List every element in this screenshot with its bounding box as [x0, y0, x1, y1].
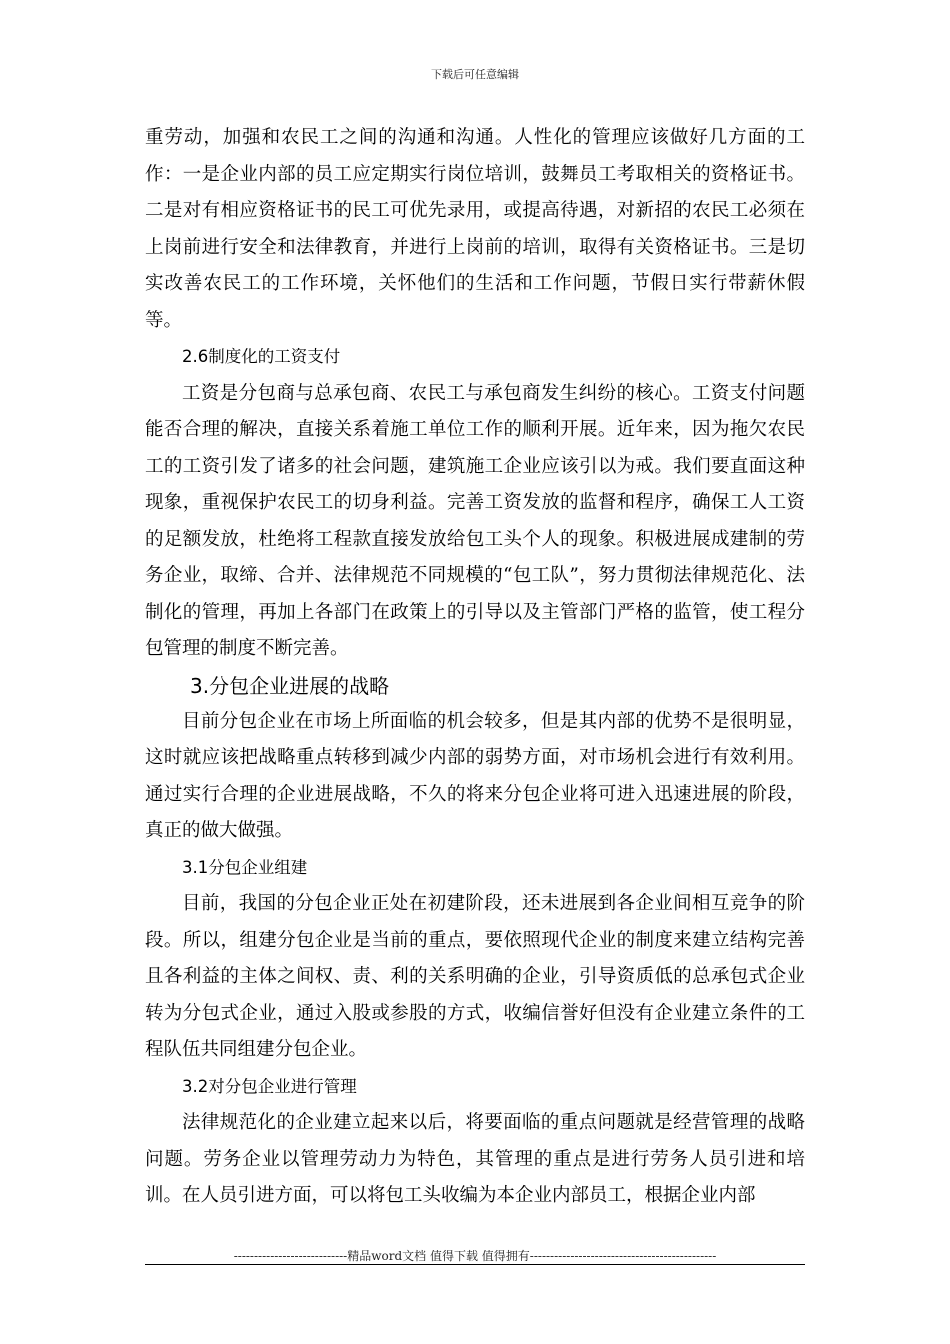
- paragraph-enterprise-setup: 目前，我国的分包企业正处在初建阶段，还未进展到各企业间相互竞争的阶段。所以，组建分包企业是当前的重点，要依照现代企业的制度来建立结构完善且各利益的主体之间权、责、利的关系明确的企业，引导资质低的总承包式企业转为分包式企业，通过入股或参股的方式，收编信誉好但没有企业建立条件的工程队伍共同组建分包企业。: [145, 893, 805, 1060]
- paragraph-continuation: 重劳动，加强和农民工之间的沟通和沟通。人性化的管理应该做好几方面的工作：一是企业内部的员工应定期实行岗位培训，鼓舞员工考取相关的资格证书。二是对有相应资格证书的民工可优先录用，或提高待遇，对新招的农民工必须在上岗前进行安全和法律教育，并进行上岗前的培训，取得有关资格证书。三是切实改善农民工的工作环境，关怀他们的生活和工作问题，节假日实行带薪休假等。: [145, 127, 805, 331]
- paragraph-wage-payment: 工资是分包商与总承包商、农民工与承包商发生纠纷的核心。工资支付问题能否合理的解决，直接关系着施工单位工作的顺利开展。近年来，因为拖欠农民工的工资引发了诸多的社会问题，建筑施工企业应该引以为戒。我们要直面这种现象，重视保护农民工的切身利益。完善工资发放的监督和程序，确保工人工资的足额发放，杜绝将工程款直接发放给包工头个人的现象。积极进展成建制的劳务企业，取缔、合并、法律规范不同规模的“包工队”，努力贯彻法律规范化、法制化的管理，再加上各部门在政策上的引导以及主管部门严格的监管，使工程分包管理的制度不断完善。: [145, 382, 805, 659]
- footer-rule: [145, 1264, 805, 1265]
- page-footer-text: ----------------------------精品word文档 值得下载 值得拥有----------------------------------------------: [233, 1249, 717, 1263]
- section-heading-3-1: 3.1分包企业组建: [182, 857, 308, 877]
- section-heading-3: 3.分包企业进展的战略: [190, 673, 390, 698]
- paragraph-management: 法律规范化的企业建立起来以后，将要面临的重点问题就是经营管理的战略问题。劳务企业以管理劳动力为特色，其管理的重点是进行劳务人员引进和培训。在人员引进方面，可以将包工头收编为本企业内部员工，根据企业内部: [145, 1112, 805, 1206]
- section-heading-2-6: 2.6制度化的工资支付: [182, 347, 341, 366]
- section-heading-3-2: 3.2对分包企业进行管理: [182, 1076, 357, 1096]
- paragraph-strategy: 目前分包企业在市场上所面临的机会较多，但是其内部的优势不是很明显，这时就应该把战略重点转移到减少内部的弱势方面，对市场机会进行有效利用。通过实行合理的企业进展战略，不久的将来分包企业将可进入迅速进展的阶段，真正的做大做强。: [145, 710, 805, 841]
- document-body: [145, 120, 805, 1215]
- page-header-note: 下载后可任意编辑: [431, 68, 519, 81]
